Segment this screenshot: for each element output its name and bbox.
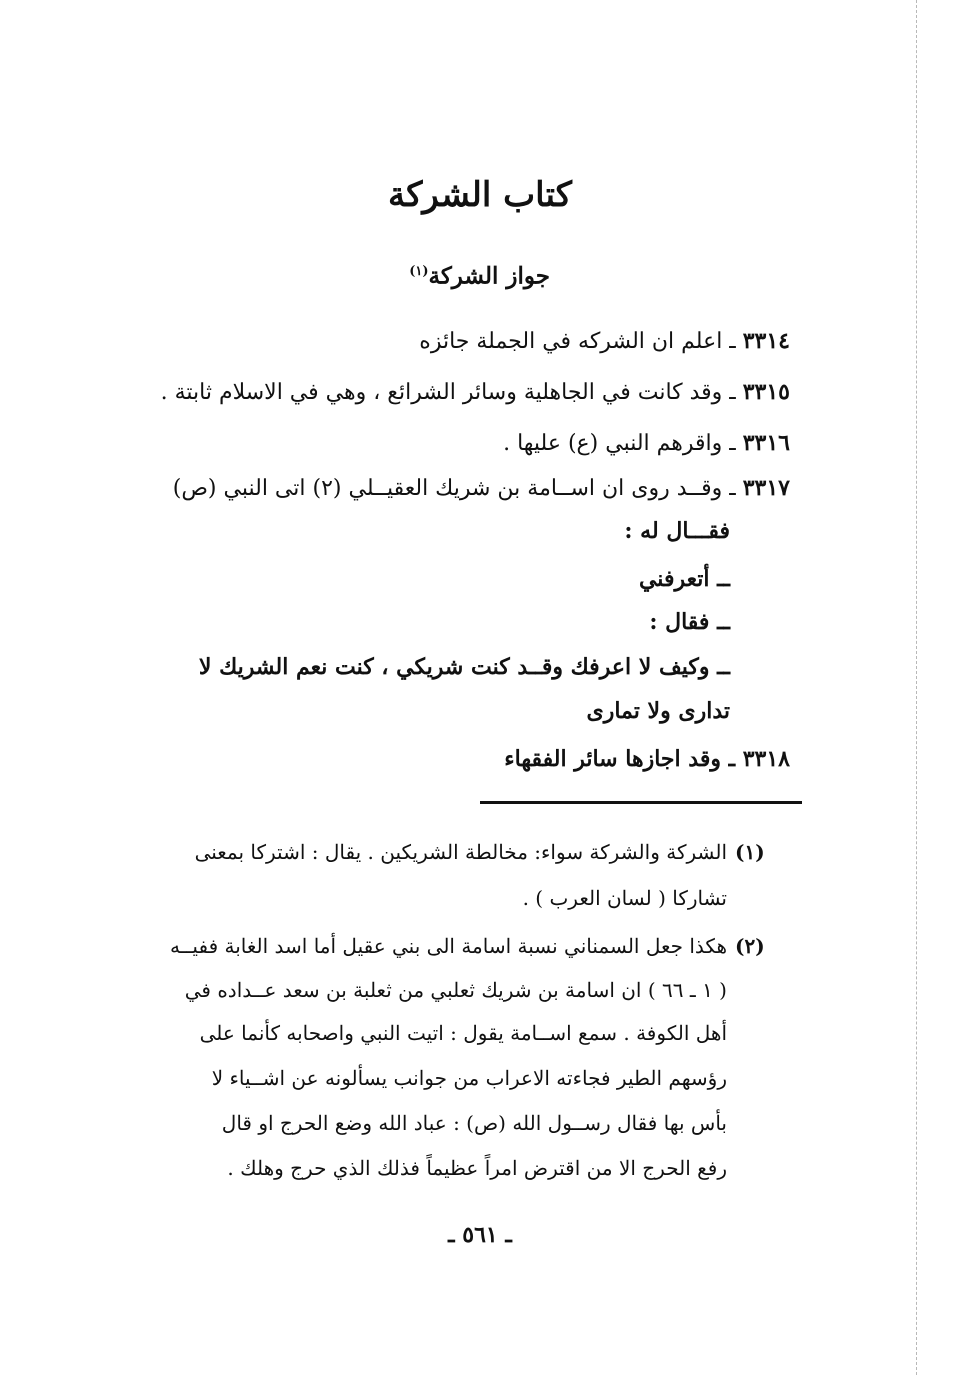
scan-edge-line <box>916 0 918 1375</box>
paragraph-number: ٣٣١٨ <box>742 746 790 772</box>
paragraph-3316 <box>503 424 790 463</box>
footnote-line: هكذا جعل السمناني نسبة اسامة الى بني عقيل أما اسد الغابة ففيــه <box>169 934 727 958</box>
footnote-line: رؤسهم الطير فجاءته الاعراب من جوانب يسألونه عن اشــياء لا <box>211 1066 727 1090</box>
section-heading <box>300 252 550 297</box>
dialogue-line: فقـــال له : <box>624 518 730 544</box>
paragraph-number: ٣٣١٥ <box>742 379 790 405</box>
paragraph-text: ـ وقد كانت في الجاهلية وسائر الشرائع ، وهي في الاسلام ثابتة . <box>160 380 743 405</box>
footnote-mark: (١) <box>735 840 765 864</box>
paragraph-text: ـ اعلم ان الشركه في الجملة جائزه <box>419 329 743 354</box>
footnote-line: رفع الحرج الا من اقترض امراً عظيماً فذلك الذي حرج وهلك . <box>227 1156 727 1180</box>
paragraph-text: ـ واقرهم النبي (ع) عليها . <box>503 431 743 456</box>
section-heading-text: جواز الشركة <box>428 262 550 290</box>
page-title: كتاب الشركة <box>388 175 572 215</box>
footnote-mark: (٢) <box>735 934 765 958</box>
paragraph-3315 <box>161 373 790 412</box>
paragraph-number: ٣٣١٦ <box>742 430 790 456</box>
dialogue-line: ــ وكيف لا اعرفك وقــد كنت شريكي ، كنت نعم الشريك لا <box>198 654 730 680</box>
paragraph-3317 <box>173 469 790 508</box>
paragraph-number: ٣٣١٧ <box>742 475 790 501</box>
paragraph-text: ـ وقــد روى ان اســامة بن شريك العقيــلي (٢) اتى النبي (ص) <box>172 476 743 501</box>
footnote-ref-1: (١) <box>409 264 429 279</box>
paragraph-text: ـ وقد اجازها سائر الفقهاء <box>504 746 743 772</box>
footnote-line: أهل الكوفة . سمع اســامة يقول : اتيت النبي واصحابه كأنما على <box>199 1021 727 1045</box>
page-number: ـ ٥٦١ ـ <box>448 1222 512 1248</box>
paragraph-3314 <box>419 322 790 361</box>
paragraph-3318 <box>504 740 790 779</box>
paragraph-number: ٣٣١٤ <box>742 328 790 354</box>
footnote-line: الشركة والشركة سواء: مخالطة الشريكين . يقال : اشتركا بمعنى <box>194 840 727 864</box>
dialogue-line: ــ فقال : <box>649 609 730 635</box>
footnote-line: ( ١ ـ ٦٦ ) ان اسامة بن شريك ثعلبي من ثعلبة بن سعد عــداده في <box>184 978 727 1002</box>
footnote-separator <box>480 801 802 804</box>
footnote-line: بأس بها فقال رســول الله (ص) : عباد الله وضع الحرج او قال <box>221 1111 727 1135</box>
dialogue-line: ــ أتعرفني <box>638 566 730 592</box>
dialogue-line: تدارى ولا تمارى <box>586 698 730 724</box>
footnote-line: تشاركا ( لسان العرب ) . <box>522 886 727 910</box>
